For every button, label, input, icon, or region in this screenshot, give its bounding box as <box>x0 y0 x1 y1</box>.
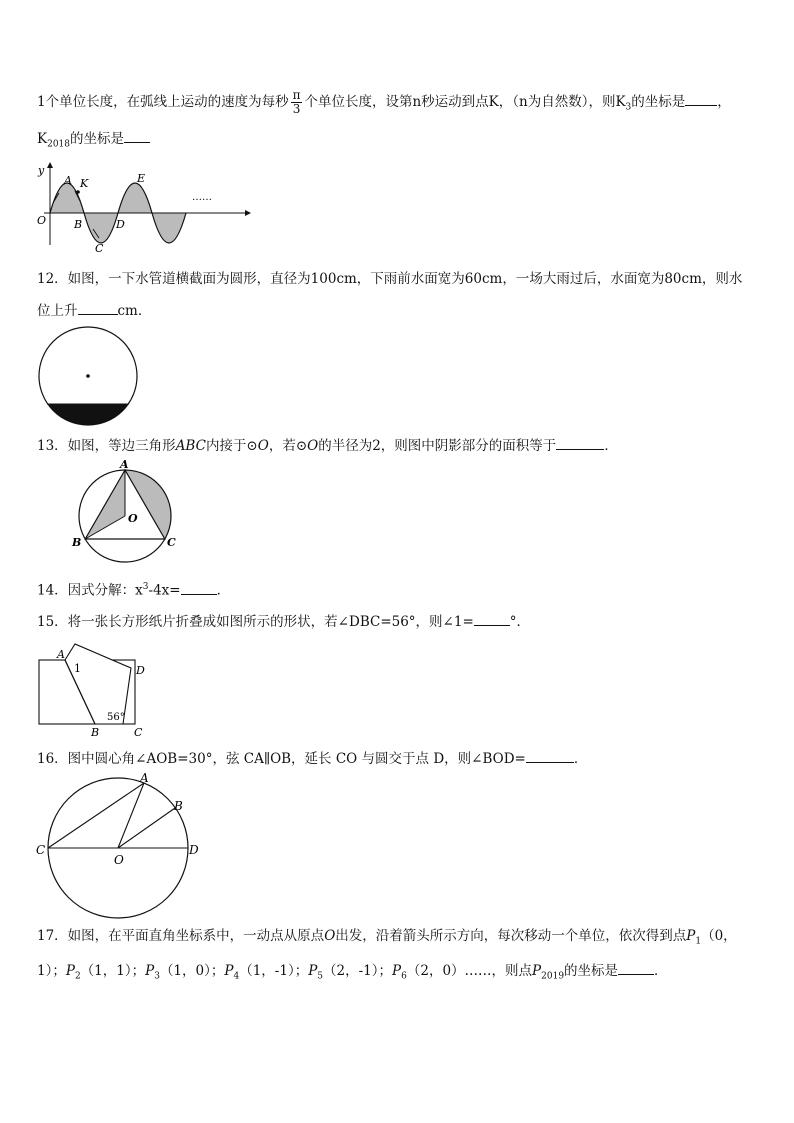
point-p: P <box>392 963 402 979</box>
exponent: 3 <box>142 582 149 592</box>
q11-line-2 <box>37 130 150 154</box>
q12-text-a: 12．如图，一下水管道横截面为圆形，直径为100cm，下雨前水面宽为60cm，一场大雨过后，水面宽为80cm，则水 <box>37 271 743 287</box>
answer-blank <box>181 593 217 595</box>
q13-text-e: ． <box>604 438 618 454</box>
label-e: E <box>137 172 146 185</box>
q11-text-d: ， <box>717 94 731 110</box>
point-p: P <box>65 963 75 979</box>
label-o: O <box>128 512 138 525</box>
q15-fold-figure <box>37 638 152 738</box>
label-a: A <box>120 458 129 471</box>
point-subscript: 2019 <box>541 971 565 982</box>
q14-line <box>37 578 230 600</box>
label-a: A <box>64 174 72 187</box>
label-b: B <box>91 726 100 739</box>
k-subscript: 3 <box>625 102 632 113</box>
point-subscript: 4 <box>233 971 240 982</box>
q17-text-k: ． <box>654 963 668 979</box>
label-c: C <box>167 536 176 549</box>
q17-line-2 <box>37 962 668 986</box>
origin-o: O <box>324 928 336 944</box>
q15-text-b: °． <box>509 614 531 630</box>
q13-line <box>37 437 618 455</box>
q17-text-b: 出发，沿着箭头所示方向，每次移动一个单位，依次得到点 <box>335 928 687 944</box>
label-d: D <box>136 664 145 677</box>
answer-blank <box>78 313 118 315</box>
label-c: C <box>134 726 143 739</box>
q17-text-i: （2，0）……，则点 <box>406 963 533 979</box>
label-b: B <box>72 536 82 549</box>
point-subscript: 5 <box>317 971 324 982</box>
q16-line <box>37 750 587 768</box>
q17-text-a: 17．如图，在平面直角坐标系中，一动点从原点 <box>37 928 325 944</box>
label-angle-56: 56° <box>107 712 125 723</box>
answer-blank <box>618 973 654 975</box>
label-o: O <box>37 214 47 227</box>
triangle-name: ABC <box>175 438 206 454</box>
label-b: B <box>174 799 183 813</box>
point-subscript: 2 <box>74 971 81 982</box>
q12-text-b: 位上升 <box>37 303 78 319</box>
point-subscript: 6 <box>401 971 407 982</box>
q15-line <box>37 613 530 631</box>
label-o: O <box>114 853 124 867</box>
answer-blank <box>685 104 717 106</box>
pi-over-3-fraction <box>291 89 303 116</box>
point-subscript: 3 <box>154 971 160 982</box>
ellipsis: …… <box>192 192 212 203</box>
answer-blank <box>526 761 574 763</box>
answer-blank <box>124 141 150 143</box>
q17-text-f: （1，0）； <box>159 963 225 979</box>
circle-o: O <box>307 438 319 454</box>
q14-text-c: ． <box>216 582 231 599</box>
circle-o: O <box>257 438 269 454</box>
k-label: K <box>37 131 48 147</box>
q17-text-c: （0， <box>701 928 737 944</box>
q13-text-c: ，若⊙ <box>268 438 308 454</box>
q11-text-a: 1个单位长度，在弧线上运动的速度为每秒 <box>37 94 289 110</box>
point-p: P <box>686 928 696 944</box>
label-a: A <box>57 648 65 661</box>
q12-pipe-figure <box>37 326 139 428</box>
point-p: P <box>308 963 318 979</box>
q14-text-b: -4x= <box>148 582 181 599</box>
q17-line-1 <box>37 927 737 951</box>
q16-text-b: ． <box>573 751 588 767</box>
point-p: P <box>145 963 155 979</box>
q13-triangle-figure <box>70 456 185 564</box>
label-b: B <box>74 218 83 231</box>
label-a: A <box>140 771 149 785</box>
q15-text-a: 15．将一张长方形纸片折叠成如图所示的形状，若∠DBC=56°，则∠1= <box>37 614 474 630</box>
point-p: P <box>224 963 234 979</box>
point-subscript: 1 <box>695 936 702 947</box>
label-d: D <box>116 218 125 231</box>
q16-circle-figure <box>34 770 209 920</box>
label-c: C <box>36 843 46 857</box>
q16-text-a: 16．图中圆心角∠AOB=30°，弦 CA∥OB，延长 CO 与圆交于点 D，则∠BOD= <box>37 751 526 767</box>
q11-line-1 <box>37 89 731 117</box>
q13-text-b: 内接于⊙ <box>205 438 258 454</box>
q11-text-b: 个单位长度，设第n秒运动到点K，（n为自然数），则K <box>304 94 626 110</box>
q12-text-c: cm． <box>117 303 152 319</box>
k-subscript-2018: 2018 <box>47 139 70 150</box>
label-angle-1: 1 <box>74 662 81 675</box>
label-k: K <box>80 177 89 190</box>
fraction-numerator: π <box>292 88 301 102</box>
label-c: C <box>95 242 104 255</box>
q13-text-a: 13．如图，等边三角形 <box>37 438 176 454</box>
q12-line-2 <box>37 302 151 320</box>
q14-text-a: 14．因式分解：x <box>37 582 143 599</box>
q11-line2-text: 的坐标是 <box>70 131 124 147</box>
answer-blank <box>556 448 604 450</box>
q11-text-c: 的坐标是 <box>631 94 686 110</box>
q17-text-h: （2，-1）； <box>323 963 393 979</box>
fraction-denominator: 3 <box>292 102 301 116</box>
q17-text-e: （1，1）； <box>80 963 146 979</box>
q11-wave-figure <box>34 160 254 255</box>
q17-text-g: （1，-1）； <box>239 963 309 979</box>
label-d: D <box>189 843 199 857</box>
point-p: P <box>532 963 542 979</box>
answer-blank <box>474 624 510 626</box>
q17-text-j: 的坐标是 <box>564 963 619 979</box>
label-y: y <box>38 164 45 177</box>
q17-text-d: 1）； <box>37 963 66 979</box>
q12-line-1 <box>37 270 742 288</box>
q13-text-d: 的半径为2，则图中阴影部分的面积等于 <box>318 438 557 454</box>
